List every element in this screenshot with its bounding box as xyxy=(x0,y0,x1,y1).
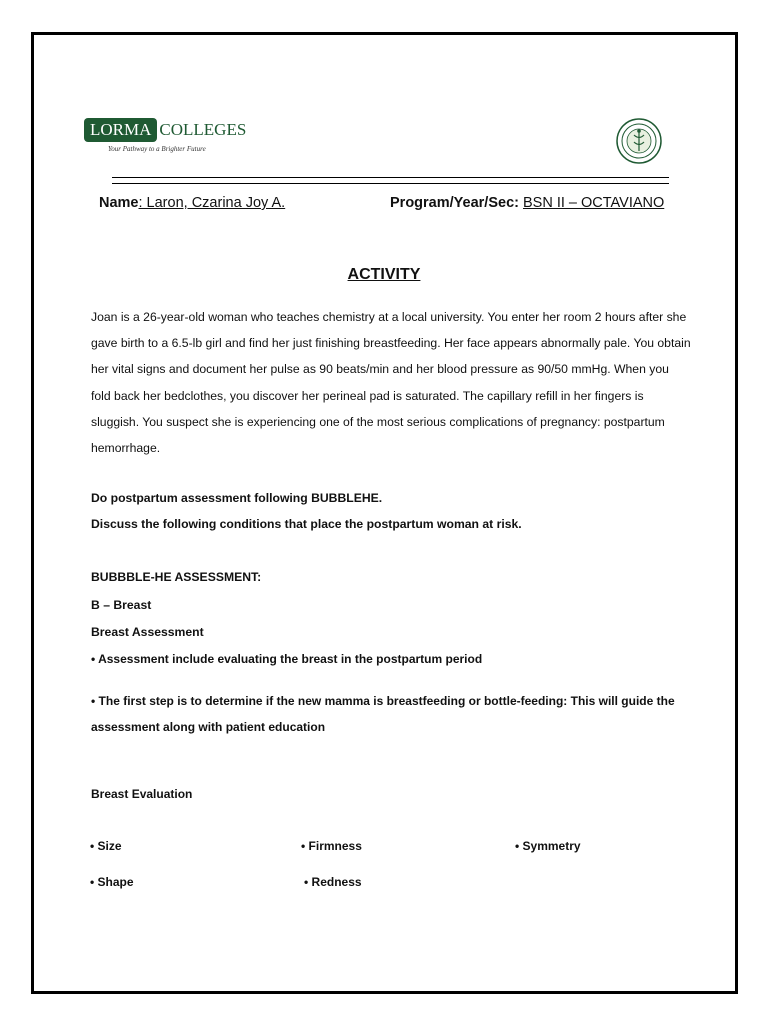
eval-item-shape: • Shape xyxy=(90,875,134,889)
program-field xyxy=(390,195,664,211)
page-title: ACTIVITY xyxy=(347,266,421,283)
eval-item-firmness: • Firmness xyxy=(301,839,362,853)
school-seal-icon xyxy=(616,118,662,164)
subsection-heading: Breast Assessment xyxy=(91,625,204,639)
name-label: Name xyxy=(99,195,139,211)
logo-college-text: COLLEGES xyxy=(159,120,247,139)
eval-item-size: • Size xyxy=(90,839,122,853)
instruction-2: Discuss the following conditions that place the postpartum woman at risk. xyxy=(91,517,522,531)
program-value: BSN II – OCTAVIANO xyxy=(523,195,665,211)
logo-box-text: LORMA xyxy=(84,118,157,142)
logo-tagline: Your Pathway to a Brighter Future xyxy=(108,145,206,153)
lorma-colleges-logo xyxy=(84,118,246,153)
eval-item-redness: • Redness xyxy=(304,875,362,889)
program-label: Program/Year/Sec: xyxy=(390,195,519,211)
scenario-paragraph: Joan is a 26-year-old woman who teaches chemistry at a local university. You enter her room 2 hours after she gave birth to a 6.5-lb girl and find her just finishing breastfeeding. Her face appears abnormally pale. You obtain her vital signs and document her pulse as 90 beats/min and her blood pressure as 90/50 mmHg. When you fold back her bedclothes, you discover her perineal pad is saturated. The capillary refill in her fingers is sluggish. You suspect she is experiencing one of the most serious complications of pregnancy: postpartum hemorrhage. xyxy=(91,310,691,456)
evaluation-heading: Breast Evaluation xyxy=(91,787,193,801)
name-value: : Laron, Czarina Joy A. xyxy=(138,195,286,211)
section-heading: B – Breast xyxy=(91,598,152,612)
instruction-1: Do postpartum assessment following BUBBLEHE. xyxy=(91,491,383,505)
bullet-2: • The first step is to determine if the new mamma is breastfeeding or bottle-feeding: This will guide the assessment along with patient education xyxy=(91,694,675,734)
assessment-heading: BUBBBLE-HE ASSESSMENT: xyxy=(91,570,262,584)
bullet-1: • Assessment include evaluating the breast in the postpartum period xyxy=(91,652,483,666)
header-rule-top xyxy=(112,177,669,178)
header-rule-bottom xyxy=(112,183,669,184)
eval-item-symmetry: • Symmetry xyxy=(515,839,581,853)
name-field xyxy=(99,195,285,211)
